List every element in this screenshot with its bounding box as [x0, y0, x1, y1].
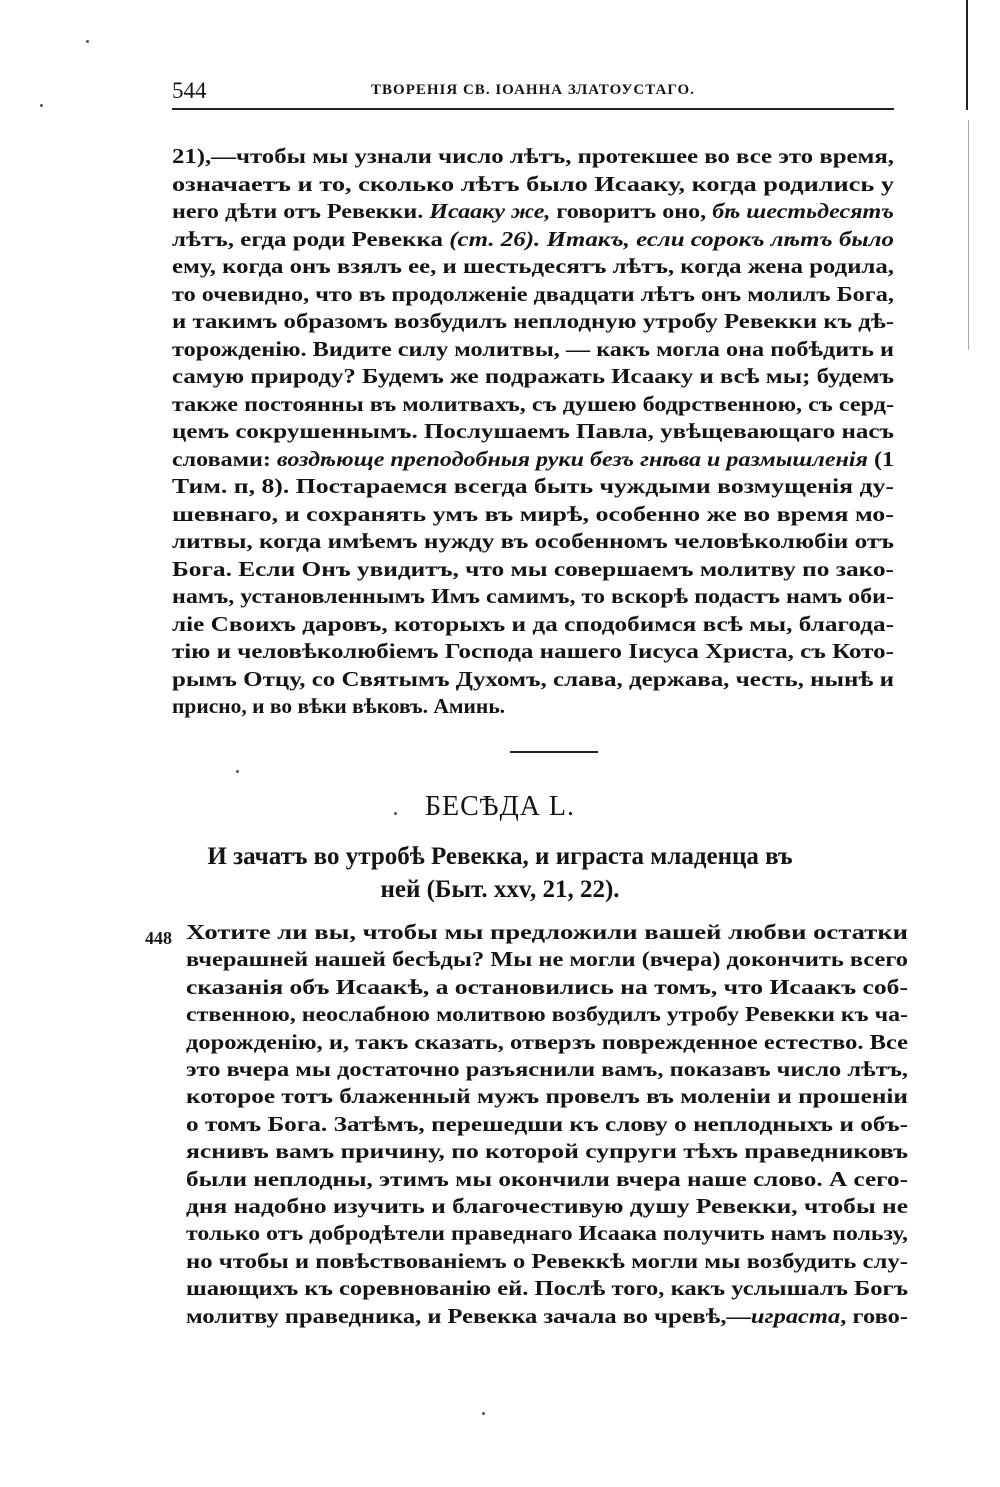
- text-segment: сказанія объ Исаакѣ, а остановились на томъ, что Исаакъ соб-: [186, 974, 908, 999]
- italic-text: воздѣюще преподобныя руки безъ гнѣва и размышленія: [276, 446, 868, 471]
- page-edge-line: [966, 0, 968, 110]
- text-segment: шевнаго, и сохранять умъ въ мирѣ, особенно же во время мо-: [172, 501, 894, 526]
- page-header: [172, 78, 894, 108]
- text-line: [172, 172, 894, 197]
- text-segment: молитву праведника, и Ревекка зачала во чревѣ,—: [186, 1303, 751, 1328]
- header-rule: [172, 108, 894, 110]
- section-title: БЕСѢДА L.: [424, 791, 576, 822]
- text-segment: Тим. п, 8). Постараемся всегда быть чуждыми возмущенія ду-: [172, 474, 894, 498]
- text-segment: Бога. Если Онъ увидитъ, что мы совершаемъ молитву по зако-: [172, 556, 894, 581]
- text-line: [172, 474, 894, 499]
- text-segment: присно, и во вѣки вѣковъ. Аминь.: [172, 694, 506, 718]
- text-line: [186, 1221, 908, 1246]
- running-title: ТВОРЕНІЯ СВ. ІОАННА ЗЛАТОУСТАГО.: [371, 82, 695, 98]
- scan-speck: [40, 104, 43, 107]
- text-segment: и такимъ образомъ возбудилъ неплодную утробу Ревекки къ дѣ-: [172, 309, 894, 333]
- text-line: [172, 254, 894, 279]
- text-line: [186, 1112, 908, 1137]
- page-number: 544: [172, 78, 207, 103]
- text-segment: торожденію. Видите силу молитвы, — какъ могла она побѣдить и: [172, 336, 894, 361]
- scan-speck: [236, 770, 239, 773]
- text-line: [172, 639, 894, 664]
- text-line: [172, 667, 894, 692]
- text-segment: были неплодны, этимъ мы окончили вчера наше слово. А сего-: [186, 1166, 909, 1191]
- text-segment: 21),—чтобы мы узнали число лѣтъ, протекшее во все это время,: [172, 144, 894, 168]
- text-segment: самую природу? Будемъ же подражать Исааку и всѣ мы; будемъ: [172, 364, 895, 388]
- text-line: [186, 975, 908, 1000]
- text-line: [172, 199, 894, 224]
- text-segment: намъ, установленнымъ Имъ самимъ, то вскорѣ подастъ намъ оби-: [172, 584, 894, 608]
- text-segment: тію и человѣколюбіемъ Господа нашего Іисуса Христа, съ Кото-: [172, 639, 894, 663]
- text-segment: ліе Своихъ даровъ, которыхъ и да сподобимся всѣ мы, благода-: [172, 611, 894, 636]
- text-line: [172, 282, 894, 307]
- text-line: [172, 447, 894, 472]
- text-line: [186, 1304, 908, 1329]
- text-segment: , гово-: [840, 1303, 909, 1328]
- italic-text: (ст. 26). Итакъ, если сорокъ лѣтъ было: [442, 226, 894, 251]
- margin-number: 448: [145, 928, 172, 948]
- text-segment: литвы, когда имѣемъ нужду въ особенномъ человѣколюбіи отъ: [172, 529, 895, 553]
- text-line: [172, 364, 894, 389]
- scan-speck: [482, 1412, 485, 1415]
- text-segment: это вчера мы достаточно разъяснили вамъ, показавъ число лѣтъ,: [186, 1057, 909, 1081]
- text-line: [186, 1249, 908, 1274]
- text-segment: означаетъ и то, сколько лѣтъ было Исааку, когда родились у: [172, 171, 895, 196]
- text-segment: Хотите ли вы, чтобы мы предложили вашей любви остатки: [186, 920, 909, 944]
- text-segment: яснивъ вамъ причину, по которой супруги тѣхъ праведниковъ: [186, 1139, 908, 1164]
- text-line: [172, 529, 894, 554]
- text-segment: которое тотъ блаженный мужъ провелъ въ моленіи и прошеніи: [186, 1084, 908, 1109]
- page-edge-shadow: [968, 120, 969, 350]
- italic-text: бѣ шестьдесятъ: [712, 199, 894, 223]
- scan-speck: [86, 40, 89, 43]
- text-segment: ему, когда онъ взялъ ее, и шестьдесятъ лѣтъ, когда жена родила,: [172, 254, 894, 278]
- text-segment: вчерашней нашей бесѣды? Мы не могли (вчера) докончить всего: [186, 947, 908, 972]
- text-line: [186, 1002, 908, 1027]
- scan-speck: [394, 812, 397, 815]
- text-line: [186, 1030, 908, 1055]
- text-segment: цемъ сокрушеннымъ. Послушаемъ Павла, увѣщевающаго насъ: [172, 419, 895, 443]
- text-segment: дорожденію, и, такъ сказать, отверзъ поврежденное естество. Все: [186, 1029, 909, 1054]
- text-line: [186, 947, 908, 972]
- text-segment: шающихъ къ соревнованію ей. Послѣ того, какъ услышалъ Богъ: [186, 1276, 909, 1301]
- text-segment: словами:: [172, 446, 277, 471]
- text-line: [172, 144, 894, 169]
- text-line: [172, 694, 505, 719]
- italic-text: Исааку же,: [429, 199, 551, 223]
- text-line: [186, 1276, 908, 1301]
- text-line: [172, 584, 894, 609]
- text-segment: (1: [867, 446, 895, 471]
- text-line: [172, 502, 894, 527]
- text-segment: него дѣти отъ Ревекки.: [172, 199, 430, 223]
- text-segment: также постоянны въ молитвахъ, съ душею бодрственною, съ серд-: [172, 391, 895, 416]
- text-line: [186, 1084, 908, 1109]
- text-line: [172, 227, 894, 252]
- section-subtitle-line-1: И зачатъ во утробѣ Ревекка, и играста младенца въ: [207, 843, 793, 870]
- text-line: [186, 920, 908, 945]
- text-segment: только отъ добродѣтели праведнаго Исаака получить намъ пользу,: [186, 1221, 909, 1246]
- text-segment: дня надобно изучить и благочестивую душу Ревекки, чтобы не: [186, 1194, 908, 1218]
- section-subtitle-line-2: ней (Быт. xxv, 21, 22).: [380, 876, 620, 903]
- separator-rule: [510, 751, 598, 753]
- text-segment: но чтобы и повѣствованіемъ о Ревеккѣ могли мы возбудить слу-: [186, 1248, 909, 1273]
- text-line: [172, 392, 894, 417]
- text-line: [172, 419, 894, 444]
- italic-text: играста: [750, 1303, 841, 1328]
- text-segment: говоритъ оно,: [550, 199, 713, 223]
- text-segment: о томъ Бога. Затѣмъ, перешедши къ слову о неплодныхъ и объ-: [186, 1111, 909, 1136]
- text-line: [186, 1057, 908, 1082]
- text-segment: лѣтъ, егда роди Ревекка: [172, 226, 443, 251]
- text-line: [186, 1194, 908, 1219]
- text-line: [172, 612, 894, 637]
- text-segment: ственною, неослабною молитвою возбудилъ утробу Ревекки къ ча-: [186, 1002, 909, 1027]
- text-line: [172, 309, 894, 334]
- text-line: [186, 1139, 908, 1164]
- text-line: [172, 337, 894, 362]
- text-segment: рымъ Отцу, со Святымъ Духомъ, слава, держава, честь, нынѣ и: [172, 666, 895, 691]
- text-segment: то очевидно, что въ продолженіе двадцати лѣтъ онъ молилъ Бога,: [172, 281, 894, 306]
- text-line: [172, 557, 894, 582]
- text-line: [186, 1167, 908, 1192]
